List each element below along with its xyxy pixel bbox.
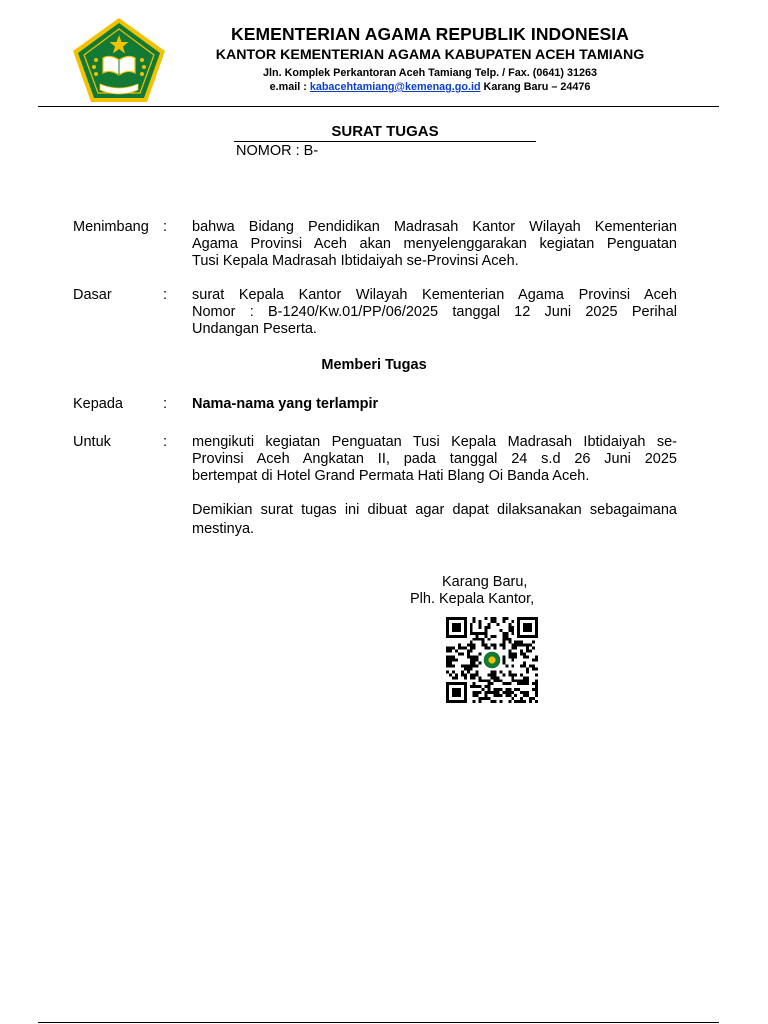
- memberi-tugas-heading: Memberi Tugas: [321, 357, 427, 373]
- office-address: Jln. Komplek Perkantoran Aceh Tamiang Telp. / Fax. (0641) 31263: [262, 67, 598, 79]
- ministry-name: KEMENTERIAN AGAMA REPUBLIK INDONESIA: [230, 24, 629, 44]
- office-contact: [160, 81, 700, 93]
- kepada-colon: :: [163, 396, 168, 412]
- menimbang-line: Agama Provinsi Aceh akan menyelenggarakan kegiatan Penguatan: [192, 236, 677, 252]
- kepada-label: Kepada: [73, 396, 123, 412]
- city-postcode: Karang Baru – 24476: [480, 81, 591, 93]
- untuk-line: mengikuti kegiatan Penguatan Tusi Kepala Madrasah Ibtidaiyah se-: [192, 434, 677, 450]
- signature-role: [410, 591, 534, 607]
- dasar-line: Nomor : B-1240/Kw.01/PP/06/2025 tanggal 12 Juni 2025 Perihal: [192, 304, 677, 320]
- signature-place: Karang Baru,: [442, 574, 528, 590]
- email-label: e.mail :: [269, 81, 310, 93]
- office-name: KANTOR KEMENTERIAN AGAMA KABUPATEN ACEH TAMIANG: [215, 47, 645, 63]
- untuk-label: Untuk: [73, 434, 111, 450]
- email-link[interactable]: kabacehtamiang@kemenag.go.id: [309, 81, 481, 93]
- untuk-text: [192, 434, 677, 485]
- signature-role-prefix: Plh.: [410, 591, 440, 607]
- kepada-value: Nama-nama yang terlampir: [192, 396, 379, 412]
- document-number: NOMOR : B-: [236, 143, 319, 159]
- untuk-line: Provinsi Aceh Angkatan II, pada tanggal 24 s.d 26 Juni 2025: [192, 451, 677, 467]
- letterhead-divider: [38, 106, 719, 107]
- footer-divider: [38, 1022, 719, 1023]
- dasar-text: [192, 287, 677, 338]
- menimbang-line: Tusi Kepala Madrasah Ibtidaiyah se-Provinsi Aceh.: [192, 253, 519, 269]
- menimbang-line: bahwa Bidang Pendidikan Madrasah Kantor Wilayah Kementerian: [192, 219, 677, 235]
- qr-code-signature: [446, 617, 538, 703]
- dasar-line: Undangan Peserta.: [192, 321, 317, 337]
- menimbang-label: Menimbang: [73, 219, 149, 235]
- closing-paragraph: [192, 501, 677, 539]
- closing-line: Demikian surat tugas ini dibuat agar dapat dilaksanakan sebagaimana: [192, 502, 677, 518]
- document-title: SURAT TUGAS: [331, 123, 439, 140]
- title-underline: [234, 141, 536, 142]
- closing-line: mestinya.: [192, 521, 255, 537]
- untuk-colon: :: [163, 434, 168, 450]
- dasar-colon: :: [163, 287, 168, 303]
- menimbang-colon: :: [163, 219, 168, 235]
- menimbang-text: [192, 219, 677, 270]
- untuk-line: bertempat di Hotel Grand Permata Hati Blang Oi Banda Aceh.: [192, 468, 590, 484]
- dasar-line: surat Kepala Kantor Wilayah Kementerian Agama Provinsi Aceh: [192, 287, 677, 303]
- kemenag-emblem-logo: [70, 16, 168, 104]
- dasar-label: Dasar: [73, 287, 112, 303]
- signature-role-title: Kepala Kantor,: [439, 591, 535, 607]
